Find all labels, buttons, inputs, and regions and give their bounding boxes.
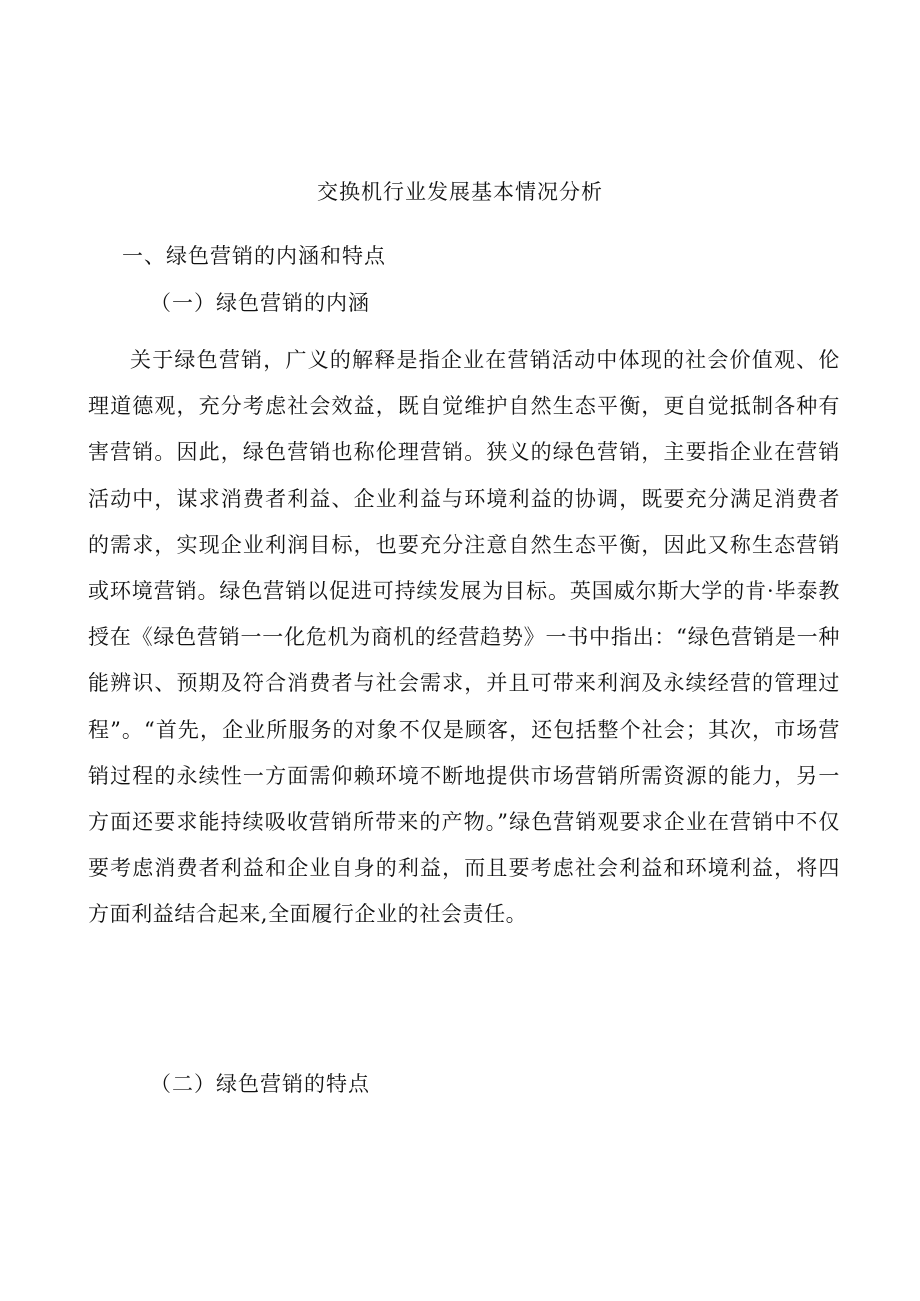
- document-title: 交换机行业发展基本情况分析: [317, 180, 603, 204]
- section-heading: 一、绿色营销的内涵和特点: [122, 244, 386, 268]
- subsection-heading-characteristics: （二）绿色营销的特点: [150, 1072, 370, 1096]
- body-paragraph: 关于绿色营销，广义的解释是指企业在营销活动中体现的社会价值观、伦理道德观，充分考虑社会效益，既自觉维护自然生态平衡，更自觉抵制各种有害营销。因此，绿色营销也称伦理营销。狭义的绿色营销，主要指企业在营销活动中，谋求消费者利益、企业利益与环境利益的协调，既要充分满足消费者的需求，实现企业利润目标，也要充分注意自然生态平衡，因此又称生态营销或环境营销。绿色营销以促进可持续发展为目标。英国威尔斯大学的肯·毕泰教授在《绿色营销一一化危机为商机的经营趋势》一书中指出：“绿色营销是一种能辨识、预期及符合消费者与社会需求，并且可带来利润及永续经营的管理过程”。“首先，企业所服务的对象不仅是顾客，还包括整个社会；其次，市场营销过程的永续性一方面需仰赖环境不断地提供市场营销所需资源的能力，另一方面还要求能持续吸收营销所带来的产物。”绿色营销观要求企业在营销中不仅要考虑消费者利益和企业自身的利益，而且要考虑社会利益和环境利益，将四方面利益结合起来,全面履行企业的社会责任。: [88, 348, 840, 927]
- subsection-heading-connotation: （一）绿色营销的内涵: [150, 291, 370, 315]
